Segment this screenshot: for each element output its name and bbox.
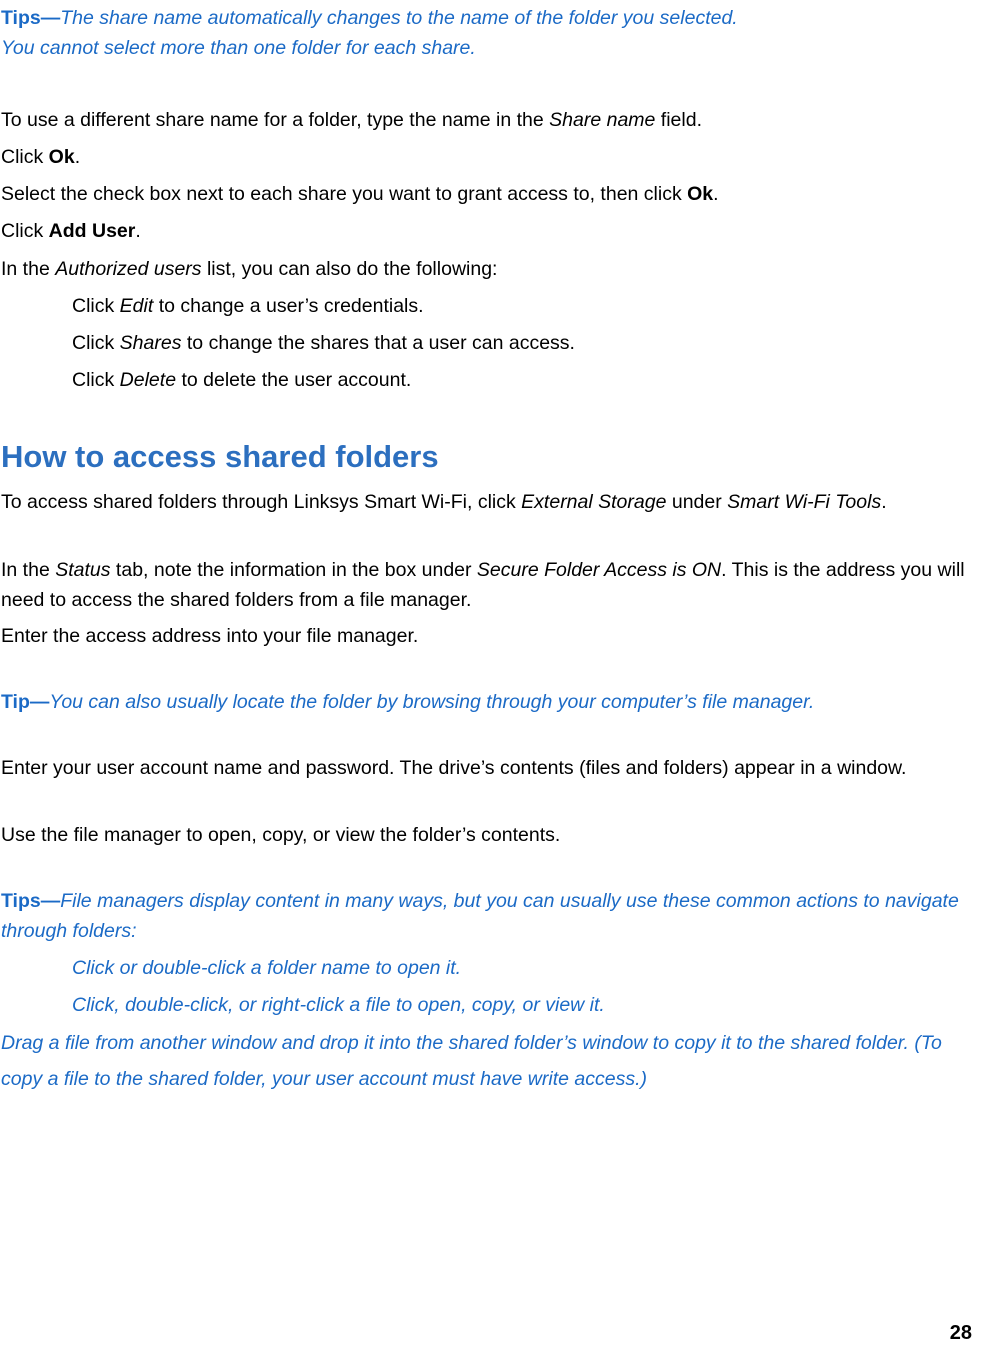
sub-item-shares — [72, 328, 971, 358]
tips-note-share-name — [1, 3, 971, 33]
step-text: field. — [655, 109, 702, 131]
para-enter-address: Enter the access address into your file manager. — [1, 625, 419, 647]
para-credentials: Enter your user account name and password. The drive’s contents (files and folders) appear in a window. — [1, 757, 907, 779]
ui-term: Delete — [119, 369, 177, 391]
para-use-file-manager: Use the file manager to open, copy, or view the folder’s contents. — [1, 824, 561, 846]
ui-term: External Storage — [521, 491, 667, 513]
section-heading: How to access shared folders — [1, 439, 439, 474]
step-click-ok — [1, 142, 971, 172]
step-text: to change a user’s credentials. — [153, 295, 424, 317]
ui-term: Share name — [549, 109, 656, 131]
tips-item-drag-file: Drag a file from another window and drop it into the shared folder’s window to copy it to the shared folder. (To copy a file to the shared folder, your user account must have write access.) — [1, 1032, 942, 1090]
tip-label: Tip— — [1, 691, 50, 713]
step-share-name — [1, 105, 971, 135]
ui-term: Add User — [48, 220, 136, 242]
step-text: to change the shares that a user can access. — [181, 332, 575, 354]
ui-term: Smart Wi-Fi Tools — [727, 491, 882, 513]
step-text: Click — [1, 146, 49, 168]
tips-item-open-file: Click, double-click, or right-click a file to open, copy, or view it. — [72, 994, 605, 1016]
ui-term: Ok — [48, 146, 75, 168]
para-text: . This is the address you will need to access the shared folders from a file manager. — [1, 559, 965, 611]
tip-text: You can also usually locate the folder by browsing through your computer’s file manager. — [49, 691, 815, 713]
sub-item-edit — [72, 291, 971, 321]
para-text: under — [666, 491, 728, 513]
ui-term: Ok — [687, 183, 714, 205]
tips-label: Tips— — [1, 890, 61, 912]
para-text: tab, note the information in the box under — [110, 559, 477, 581]
step-text: . — [74, 146, 81, 168]
sub-item-delete — [72, 365, 971, 395]
para-text: To access shared folders through Linksys Smart Wi-Fi, click — [1, 491, 522, 513]
step-text: to delete the user account. — [176, 369, 412, 391]
step-text: . — [713, 183, 719, 205]
tip-note-browse — [1, 687, 971, 717]
step-text: Click — [1, 220, 49, 242]
para-access-shared-folders — [1, 487, 971, 517]
tips-item-open-folder: Click or double-click a folder name to open it. — [72, 957, 462, 979]
tips-text: File managers display content in many ways, but you can usually use these common actions to navigate through folders: — [1, 890, 959, 942]
tips-note-file-managers — [1, 886, 971, 946]
step-select-shares — [1, 179, 971, 209]
tips-note-single-folder: You cannot select more than one folder for each share. — [1, 37, 476, 59]
step-add-user — [1, 216, 971, 246]
tips-label: Tips— — [1, 7, 61, 29]
step-text: To use a different share name for a folder, type the name in the — [1, 109, 550, 131]
para-text: In the — [1, 559, 56, 581]
step-text: Select the check box next to each share you want to grant access to, then click — [1, 183, 688, 205]
step-authorized-users — [1, 254, 971, 284]
step-text: Click — [72, 332, 120, 354]
step-text: In the — [1, 258, 56, 280]
step-text: Click — [72, 369, 120, 391]
ui-term: Shares — [119, 332, 182, 354]
tips-text: The share name automatically changes to the name of the folder you selected. — [60, 7, 738, 29]
ui-term: Edit — [119, 295, 154, 317]
step-text: Click — [72, 295, 120, 317]
step-text: list, you can also do the following: — [201, 258, 498, 280]
page-number: 28 — [949, 1322, 972, 1344]
para-status-tab — [1, 555, 971, 615]
ui-term: Secure Folder Access is ON — [476, 559, 722, 581]
ui-term: Authorized users — [55, 258, 202, 280]
ui-term: Status — [55, 559, 111, 581]
step-text: . — [135, 220, 141, 242]
para-text: . — [881, 491, 887, 513]
